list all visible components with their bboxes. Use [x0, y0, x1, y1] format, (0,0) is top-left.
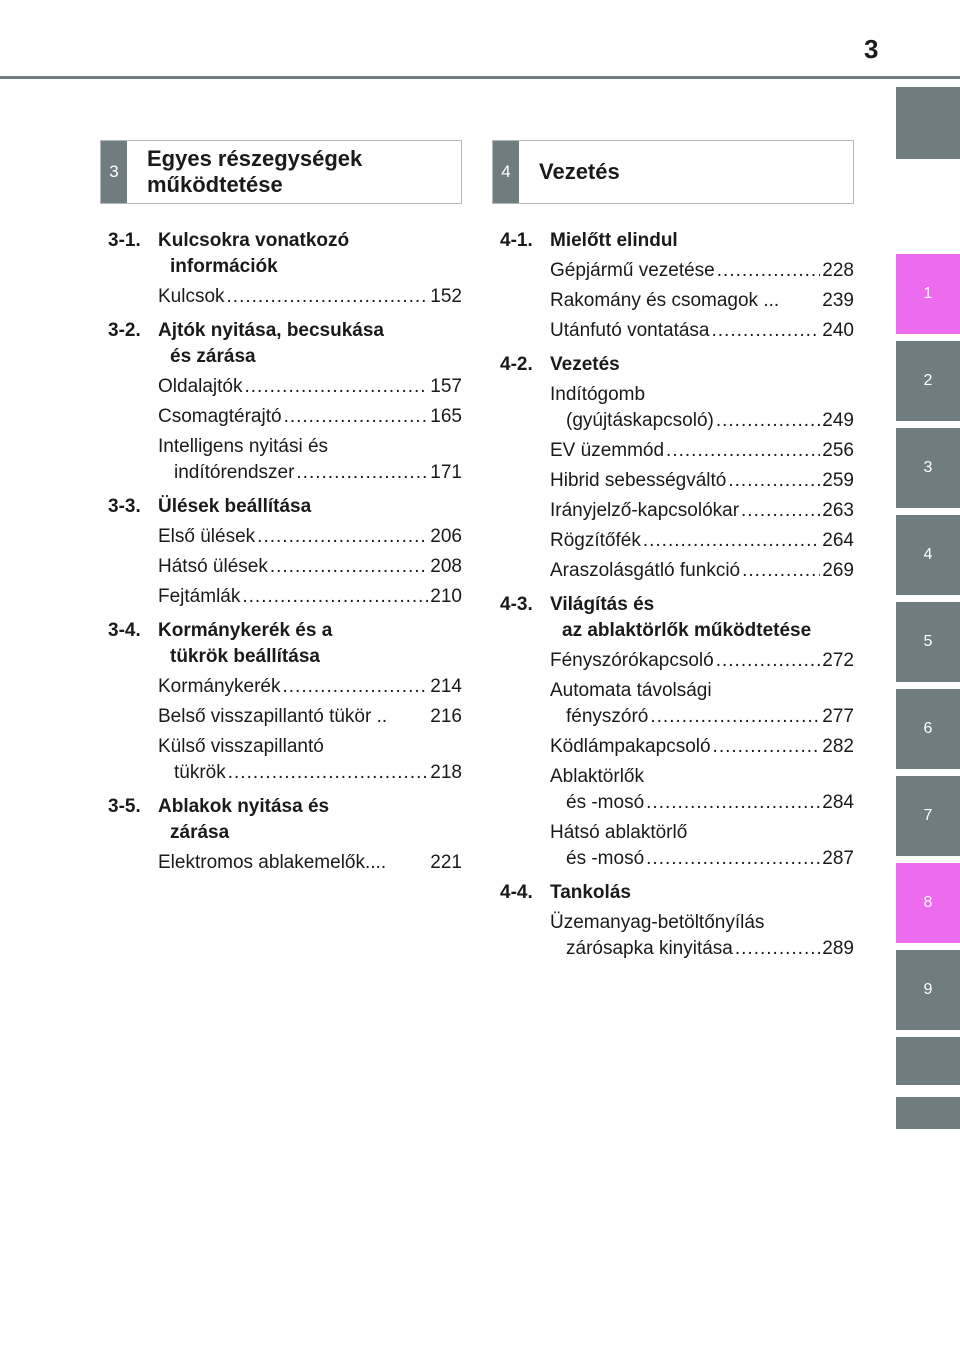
subsection-number: 4-4.	[500, 882, 533, 903]
toc-entry[interactable]	[100, 674, 462, 700]
toc-entry-text-line1: Ablaktörlők	[550, 766, 644, 787]
subsection-number: 3-2.	[108, 320, 141, 341]
toc-entry-text: Ködlámpakapcsoló	[550, 736, 711, 757]
subsection-title	[550, 594, 854, 644]
subsection-number: 3-4.	[108, 620, 141, 641]
chapter-tab-8[interactable]: 8	[896, 863, 960, 943]
toc-entry-text: és -mosó	[566, 792, 645, 813]
dot-leader	[228, 760, 429, 786]
subsection-number: 3-5.	[108, 796, 141, 817]
toc-entry-line	[550, 408, 854, 434]
dot-leader	[283, 674, 429, 700]
toc-entry[interactable]	[492, 382, 854, 434]
page-number: 3	[864, 34, 879, 64]
top-rule	[0, 76, 960, 79]
toc-entry-line	[550, 498, 854, 524]
section-title: Egyes részegységek működtetése	[147, 146, 363, 197]
dot-leader	[735, 936, 820, 962]
toc-entry-line	[550, 846, 854, 872]
subsection-title-line2: tükrök beállítása	[170, 646, 320, 667]
section-column-4	[492, 140, 854, 962]
toc-entry-text: Irányjelző-kapcsolókar	[550, 500, 740, 521]
toc-entry-text-line1: Indítógomb	[550, 384, 646, 405]
dot-leader	[646, 790, 820, 816]
toc-entry-line	[550, 438, 854, 464]
toc-entry-line	[550, 318, 854, 344]
toc-entry[interactable]	[492, 288, 854, 314]
toc-entry-line	[550, 528, 854, 554]
toc-entry-text: Hibrid sebességváltó	[550, 470, 727, 491]
chapter-tab-blank[interactable]	[896, 1037, 960, 1085]
section-column-3	[100, 140, 462, 876]
toc-entry-page: 206	[430, 526, 462, 547]
toc-entry-page: 214	[430, 676, 462, 697]
chapter-tab-blank[interactable]	[896, 1097, 960, 1129]
toc-entry-text-line1: Külső visszapillantó	[158, 736, 324, 757]
chapter-tab-3[interactable]: 3	[896, 428, 960, 508]
dot-leader	[728, 468, 820, 494]
toc-entry-line	[158, 850, 462, 876]
chapter-tab-9[interactable]: 9	[896, 950, 960, 1030]
toc-entry-text: és -mosó	[566, 848, 645, 869]
toc-entry-page: 239	[822, 290, 854, 311]
toc-entry[interactable]	[492, 734, 854, 760]
toc-entry-page: 208	[430, 556, 462, 577]
toc-entry-page: 218	[430, 762, 462, 783]
toc-entry[interactable]	[492, 438, 854, 464]
chapter-tab-4[interactable]: 4	[896, 515, 960, 595]
subsection-title-line1: Kormánykerék és a	[158, 620, 333, 641]
toc-entry-line	[158, 460, 462, 486]
subsection-title	[550, 230, 678, 251]
toc-entry-page: 287	[822, 848, 854, 869]
toc-entry-page: 263	[822, 500, 854, 521]
subsection-heading	[100, 618, 462, 670]
subsection-title	[158, 620, 462, 670]
section-header	[492, 140, 854, 204]
toc-entry[interactable]	[492, 498, 854, 524]
toc-entry-text: Hátsó ülések	[158, 556, 268, 577]
toc-entry-text: Első ülések	[158, 526, 256, 547]
dot-leader	[227, 284, 429, 310]
dot-leader	[245, 374, 429, 400]
toc-entry-page: 289	[822, 938, 854, 959]
toc-entry-text: Utánfutó vontatása	[550, 320, 710, 341]
toc-entry-page: 152	[430, 286, 462, 307]
toc-entry-text: indítórendszer	[174, 462, 295, 483]
dot-leader	[741, 498, 820, 524]
toc-entry-page: 269	[822, 560, 854, 581]
subsection-title	[158, 796, 462, 846]
dot-leader	[242, 584, 428, 610]
toc-entry-page: 282	[822, 736, 854, 757]
toc-entry-text: Rakomány és csomagok ...	[550, 290, 780, 311]
toc-entry-page: 272	[822, 650, 854, 671]
toc-entry-line	[158, 584, 462, 610]
dot-leader	[712, 318, 821, 344]
chapter-tab-2[interactable]: 2	[896, 341, 960, 421]
toc-entry-page: 165	[430, 406, 462, 427]
toc-entry-text: Elektromos ablakemelők....	[158, 852, 387, 873]
subsection-heading	[100, 494, 462, 520]
toc-entry[interactable]	[100, 704, 462, 730]
toc-entry-text: (gyújtáskapcsoló)	[566, 410, 714, 431]
subsection-title-line2: információk	[170, 256, 278, 277]
toc-entry-text: zárósapka kinyitása	[566, 938, 733, 959]
subsection-title-line2: az ablaktörlők működtetése	[562, 620, 812, 641]
subsection-heading	[492, 880, 854, 906]
toc-entry-line	[550, 468, 854, 494]
toc-entry[interactable]	[492, 910, 854, 962]
toc-entry-page: 210	[430, 586, 462, 607]
chapter-tab-6[interactable]: 6	[896, 689, 960, 769]
toc-entry-text-line1: Intelligens nyitási és	[158, 436, 329, 457]
toc-entry-line	[158, 404, 462, 430]
dot-leader	[646, 846, 820, 872]
subsection-heading	[100, 794, 462, 846]
toc-entry-page: 171	[430, 462, 462, 483]
table-of-contents	[492, 228, 854, 962]
toc-entry-text: Fényszórókapcsoló	[550, 650, 714, 671]
toc-entry-text-line1: Üzemanyag-betöltőnyílás	[550, 912, 765, 933]
subsection-title-line1: Mielőtt elindul	[550, 230, 678, 251]
subsection-title-line2: zárása	[170, 822, 230, 843]
toc-entry-page: 256	[822, 440, 854, 461]
toc-entry-page: 249	[822, 410, 854, 431]
dot-leader	[296, 460, 428, 486]
toc-entry[interactable]	[100, 374, 462, 400]
dot-leader	[643, 528, 820, 554]
section-header	[100, 140, 462, 204]
toc-entry-line	[550, 258, 854, 284]
toc-entry-text-line1: Automata távolsági	[550, 680, 712, 701]
chapter-tab-7[interactable]: 7	[896, 776, 960, 856]
subsection-title-line1: Tankolás	[550, 882, 631, 903]
toc-entry-text: tükrök	[174, 762, 226, 783]
toc-entry[interactable]	[492, 558, 854, 584]
toc-entry-line	[158, 284, 462, 310]
toc-entry-line	[550, 936, 854, 962]
subsection-number: 4-2.	[500, 354, 533, 375]
toc-entry-text: Kormánykerék	[158, 676, 281, 697]
subsection-number: 4-1.	[500, 230, 533, 251]
toc-entry[interactable]	[492, 678, 854, 730]
toc-entry[interactable]	[100, 554, 462, 580]
dot-leader	[270, 554, 428, 580]
chapter-tab-1[interactable]: 1	[896, 254, 960, 334]
toc-entry[interactable]	[100, 434, 462, 486]
subsection-heading	[100, 228, 462, 280]
dot-leader	[716, 408, 820, 434]
chapter-tab-blank[interactable]	[896, 87, 960, 159]
dot-leader	[713, 734, 821, 760]
toc-entry-page: 228	[822, 260, 854, 281]
toc-entry-line	[550, 558, 854, 584]
dot-leader	[650, 704, 820, 730]
toc-entry[interactable]	[100, 404, 462, 430]
subsection-title-line1: Vezetés	[550, 354, 620, 375]
subsection-heading	[492, 352, 854, 378]
subsection-heading	[492, 592, 854, 644]
section-number: 3	[101, 141, 127, 203]
dot-leader	[742, 558, 820, 584]
toc-entry-page: 259	[822, 470, 854, 491]
subsection-title	[550, 354, 620, 375]
subsection-title-line1: Ajtók nyitása, becsukása	[158, 320, 384, 341]
toc-entry-line	[550, 734, 854, 760]
toc-entry-text: Oldalajtók	[158, 376, 243, 397]
toc-entry-line	[550, 704, 854, 730]
toc-entry-text: Gépjármű vezetése	[550, 260, 715, 281]
subsection-title-line1: Kulcsokra vonatkozó	[158, 230, 350, 251]
toc-entry[interactable]	[100, 524, 462, 550]
section-number: 4	[493, 141, 519, 203]
toc-entry-text: Kulcsok	[158, 286, 225, 307]
toc-entry-text: Araszolásgátló funkció	[550, 560, 741, 581]
toc-entry-page: 240	[822, 320, 854, 341]
toc-entry-line	[550, 288, 854, 314]
subsection-number: 4-3.	[500, 594, 533, 615]
toc-entry-page: 216	[430, 706, 462, 727]
toc-entry-line	[158, 554, 462, 580]
toc-entry-line	[550, 648, 854, 674]
toc-entry[interactable]	[492, 764, 854, 816]
toc-entry[interactable]	[492, 820, 854, 872]
subsection-number: 3-1.	[108, 230, 141, 251]
toc-entry[interactable]	[100, 734, 462, 786]
subsection-number: 3-3.	[108, 496, 141, 517]
chapter-tab-5[interactable]: 5	[896, 602, 960, 682]
toc-entry-text: Fejtámlák	[158, 586, 241, 607]
toc-entry[interactable]	[492, 648, 854, 674]
dot-leader	[257, 524, 428, 550]
dot-leader	[666, 438, 820, 464]
toc-entry-text: Rögzítőfék	[550, 530, 641, 551]
toc-entry-line	[158, 674, 462, 700]
toc-entry-page: 221	[430, 852, 462, 873]
subsection-title-line1: Világítás és	[550, 594, 655, 615]
subsection-title	[158, 230, 462, 280]
toc-entry-line	[158, 374, 462, 400]
toc-entry-text: Csomagtérajtó	[158, 406, 282, 427]
toc-entry-text: Belső visszapillantó tükör ..	[158, 706, 388, 727]
toc-entry-line	[158, 760, 462, 786]
dot-leader	[717, 258, 821, 284]
toc-entry[interactable]	[492, 528, 854, 554]
toc-entry-page: 157	[430, 376, 462, 397]
toc-entry-line	[158, 524, 462, 550]
subsection-heading	[492, 228, 854, 254]
subsection-title-line2: és zárása	[170, 346, 256, 367]
toc-entry-text-line1: Hátsó ablaktörlő	[550, 822, 688, 843]
subsection-title-line1: Ablakok nyitása és	[158, 796, 330, 817]
toc-entry-page: 284	[822, 792, 854, 813]
dot-leader	[284, 404, 429, 430]
toc-entry-page: 264	[822, 530, 854, 551]
toc-entry-line	[550, 790, 854, 816]
toc-entry[interactable]	[492, 468, 854, 494]
table-of-contents	[100, 228, 462, 876]
toc-entry-line	[158, 704, 462, 730]
toc-entry[interactable]	[492, 318, 854, 344]
toc-entry[interactable]	[100, 284, 462, 310]
section-title: Vezetés	[539, 159, 620, 184]
toc-entry[interactable]	[100, 584, 462, 610]
toc-entry[interactable]	[492, 258, 854, 284]
toc-entry-page: 277	[822, 706, 854, 727]
toc-entry-text: EV üzemmód	[550, 440, 665, 461]
subsection-title	[550, 882, 631, 903]
subsection-title-line1: Ülések beállítása	[158, 496, 312, 517]
subsection-title	[158, 320, 462, 370]
subsection-heading	[100, 318, 462, 370]
dot-leader	[716, 648, 821, 674]
toc-entry-text: fényszóró	[566, 706, 649, 727]
subsection-title	[158, 496, 311, 517]
toc-entry[interactable]	[100, 850, 462, 876]
